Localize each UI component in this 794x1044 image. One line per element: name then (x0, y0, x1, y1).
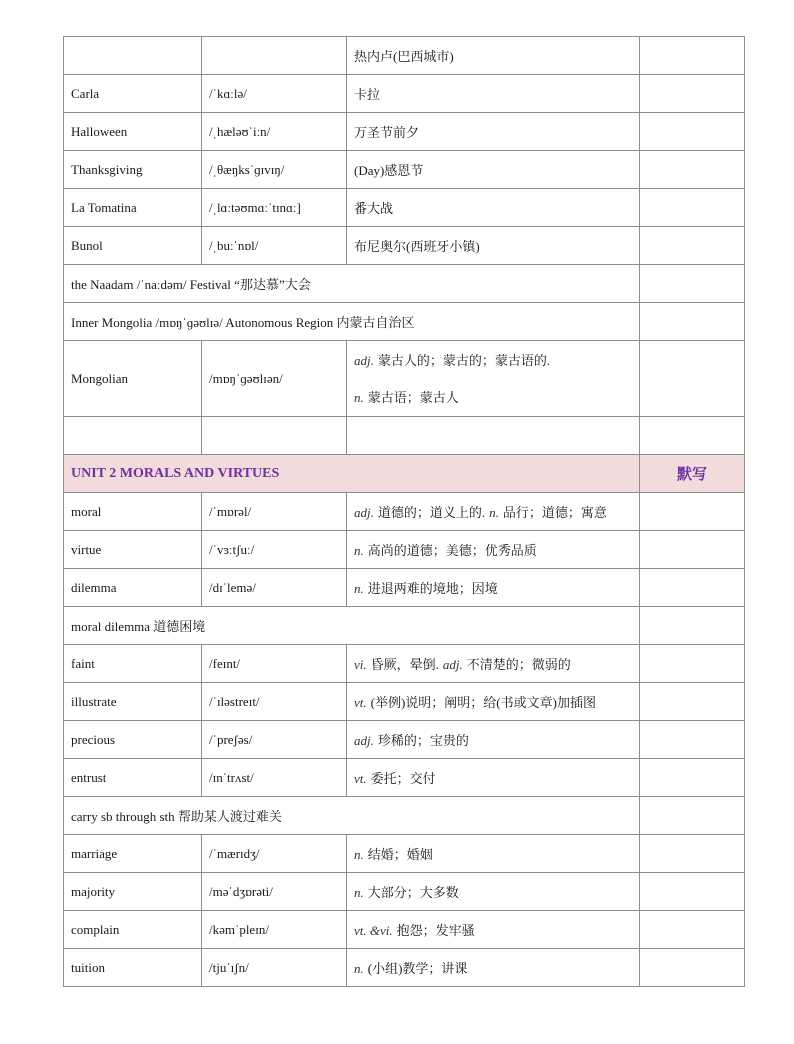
definition-text: 不清楚的；微弱的 (466, 657, 571, 672)
word-cell: precious (64, 721, 202, 759)
meaning-cell (347, 873, 640, 911)
word-cell: marriage (64, 835, 202, 873)
word-cell: faint (64, 645, 202, 683)
dictation-cell (640, 417, 745, 455)
word-cell: entrust (64, 759, 202, 797)
ipa-cell: /ˌhæləʊˈiːn/ (202, 113, 347, 151)
word-row (64, 835, 745, 873)
dictation-cell (640, 721, 745, 759)
word-cell: Halloween (64, 113, 202, 151)
dictation-cell (640, 265, 745, 303)
meaning-cell (347, 531, 640, 569)
word-row (64, 873, 745, 911)
ipa-cell (202, 417, 347, 455)
phrase-row (64, 265, 745, 303)
dictation-cell (640, 151, 745, 189)
definition-text: 委托；交付 (370, 771, 436, 786)
definition-text: (小组)教学；讲课 (367, 961, 468, 976)
word-row (64, 227, 745, 265)
word-cell: Bunol (64, 227, 202, 265)
meaning-cell (347, 835, 640, 873)
word-cell: virtue (64, 531, 202, 569)
dictation-cell (640, 493, 745, 531)
dictation-cell (640, 531, 745, 569)
definition-text: 品行；道德；寓意 (502, 505, 607, 520)
ipa-cell (202, 37, 347, 75)
definition-text: (举例)说明；阐明；给(书或文章)加插图 (370, 695, 596, 710)
part-of-speech: n. (354, 885, 364, 900)
meaning-cell (347, 683, 640, 721)
definition-text: 昏厥，晕倒. (370, 657, 439, 672)
part-of-speech: adj. (442, 657, 463, 672)
word-cell (64, 37, 202, 75)
word-cell: Mongolian (64, 341, 202, 417)
dictation-cell (640, 37, 745, 75)
definition-text: 蒙古人的；蒙古的；蒙古语的. (377, 352, 551, 368)
ipa-cell: /tjuˈɪʃn/ (202, 949, 347, 987)
part-of-speech: n. (354, 961, 364, 976)
ipa-cell: /ˈɪləstreɪt/ (202, 683, 347, 721)
definition-text: (Day)感恩节 (354, 163, 424, 178)
meaning-cell (347, 949, 640, 987)
word-cell: complain (64, 911, 202, 949)
vocabulary-table-body (64, 37, 745, 987)
word-row (64, 531, 745, 569)
word-row (64, 37, 745, 75)
word-row (64, 493, 745, 531)
meaning-entry (354, 657, 439, 672)
dictation-cell (640, 607, 745, 645)
meaning-cell (347, 493, 640, 531)
meaning-cell (347, 569, 640, 607)
dictation-cell (640, 341, 745, 417)
meaning-cell (347, 75, 640, 113)
part-of-speech: adj. (354, 733, 374, 748)
meaning-cell (347, 151, 640, 189)
dictation-cell (640, 949, 745, 987)
definition-text: 布尼奥尔(西班牙小镇) (354, 239, 480, 254)
part-of-speech: n. (354, 581, 364, 596)
part-of-speech: vt. (354, 695, 367, 710)
meaning-cell (347, 37, 640, 75)
ipa-cell: /ˈmɒrəl/ (202, 493, 347, 531)
ipa-cell: /kəmˈpleɪn/ (202, 911, 347, 949)
definition-text: 卡拉 (354, 87, 381, 102)
dictation-cell (640, 873, 745, 911)
ipa-cell: /ˌθæŋksˈɡɪvɪŋ/ (202, 151, 347, 189)
word-row (64, 417, 745, 455)
word-row (64, 341, 745, 417)
meaning-cell (347, 721, 640, 759)
word-cell: La Tomatina (64, 189, 202, 227)
word-row (64, 645, 745, 683)
meaning-cell (347, 341, 640, 417)
part-of-speech: n. (354, 389, 364, 405)
word-row (64, 683, 745, 721)
dictation-cell (640, 759, 745, 797)
word-row (64, 569, 745, 607)
phrase-row (64, 607, 745, 645)
meaning-entry (354, 239, 480, 254)
meaning-entry (354, 201, 393, 216)
phrase-cell: the Naadam /ˈnaːdəm/ Festival “那达慕”大会 (64, 265, 640, 303)
ipa-cell: /mɒŋˈɡəʊlɪən/ (202, 341, 347, 417)
part-of-speech: n. (354, 543, 364, 558)
meaning-entry (354, 49, 454, 64)
dictation-cell (640, 75, 745, 113)
word-row (64, 911, 745, 949)
meaning-entry (489, 505, 607, 520)
word-row (64, 151, 745, 189)
meaning-cell (347, 189, 640, 227)
unit-header-row (64, 455, 745, 493)
dictation-cell (640, 569, 745, 607)
definition-text: 道德的；道义上的. (377, 505, 486, 520)
ipa-cell: /ˌlɑːtəʊmɑːˈtɪnɑː] (202, 189, 347, 227)
definition-text: 结婚；婚姻 (367, 847, 433, 862)
meaning-entry (354, 543, 537, 558)
unit-title: UNIT 2 MORALS AND VIRTUES (64, 455, 640, 493)
meaning-cell (347, 759, 640, 797)
definition-text: 珍稀的；宝贵的 (377, 733, 469, 748)
ipa-cell: /məˈdʒɒrəti/ (202, 873, 347, 911)
meaning-entry (354, 961, 467, 976)
ipa-cell: /ˈmærɪdʒ/ (202, 835, 347, 873)
meaning-entry (354, 163, 423, 178)
part-of-speech: n. (354, 847, 364, 862)
word-cell (64, 417, 202, 455)
word-row (64, 75, 745, 113)
definition-text: 蒙古语；蒙古人 (367, 389, 459, 405)
word-cell: Thanksgiving (64, 151, 202, 189)
dictation-cell (640, 683, 745, 721)
dictation-cell (640, 645, 745, 683)
ipa-cell: /ˈpreʃəs/ (202, 721, 347, 759)
phrase-cell: carry sb through sth 帮助某人渡过难关 (64, 797, 640, 835)
word-cell: tuition (64, 949, 202, 987)
meaning-entry (354, 733, 469, 748)
ipa-cell: /ˈkɑːlə/ (202, 75, 347, 113)
meaning-cell (347, 227, 640, 265)
dictation-label: 默写 (640, 455, 745, 493)
vocabulary-table (63, 36, 745, 987)
meaning-cell (347, 113, 640, 151)
word-row (64, 721, 745, 759)
phrase-row (64, 303, 745, 341)
meaning-entry (443, 657, 571, 672)
phrase-cell: Inner Mongolia /mɒŋˈɡəʊlɪə/ Autonomous Region 内蒙古自治区 (64, 303, 640, 341)
meaning-entry (354, 351, 632, 370)
word-cell: dilemma (64, 569, 202, 607)
ipa-cell: /ˈvɜːtʃuː/ (202, 531, 347, 569)
word-cell: majority (64, 873, 202, 911)
part-of-speech: adj. (354, 352, 374, 368)
word-row (64, 949, 745, 987)
phrase-cell: moral dilemma 道德困境 (64, 607, 640, 645)
definition-text: 抱怨；发牢骚 (396, 923, 475, 938)
meaning-cell (347, 911, 640, 949)
meaning-entry (354, 771, 436, 786)
ipa-cell: /dɪˈlemə/ (202, 569, 347, 607)
ipa-cell: /ɪnˈtrʌst/ (202, 759, 347, 797)
ipa-cell: /feɪnt/ (202, 645, 347, 683)
dictation-cell (640, 189, 745, 227)
meaning-entry (354, 505, 485, 520)
definition-text: 万圣节前夕 (354, 125, 420, 140)
definition-text: 大部分；大多数 (367, 885, 459, 900)
word-cell: moral (64, 493, 202, 531)
part-of-speech: vt. &vi. (354, 923, 393, 938)
part-of-speech: n. (489, 505, 499, 520)
definition-text: 高尚的道德；美德；优秀品质 (367, 543, 537, 558)
part-of-speech: vt. (354, 771, 367, 786)
meaning-entry (354, 847, 433, 862)
meaning-entry (354, 125, 419, 140)
meaning-entry (354, 695, 596, 710)
dictation-cell (640, 911, 745, 949)
dictation-cell (640, 797, 745, 835)
part-of-speech: adj. (354, 505, 374, 520)
word-row (64, 759, 745, 797)
meaning-entry (354, 388, 632, 407)
meaning-entry (354, 581, 498, 596)
ipa-cell: /ˌbuːˈnɒl/ (202, 227, 347, 265)
meaning-cell (347, 417, 640, 455)
word-row (64, 113, 745, 151)
meaning-cell (347, 645, 640, 683)
part-of-speech: vi. (354, 657, 367, 672)
dictation-cell (640, 227, 745, 265)
definition-text: 热内卢(巴西城市) (354, 49, 454, 64)
meaning-entry (354, 923, 475, 938)
meaning-entry (354, 87, 380, 102)
dictation-cell (640, 835, 745, 873)
definition-text: 进退两难的境地；因境 (367, 581, 498, 596)
word-cell: Carla (64, 75, 202, 113)
dictation-cell (640, 113, 745, 151)
word-row (64, 189, 745, 227)
phrase-row (64, 797, 745, 835)
word-cell: illustrate (64, 683, 202, 721)
meaning-entry (354, 885, 459, 900)
definition-text: 番大战 (354, 201, 394, 216)
dictation-cell (640, 303, 745, 341)
